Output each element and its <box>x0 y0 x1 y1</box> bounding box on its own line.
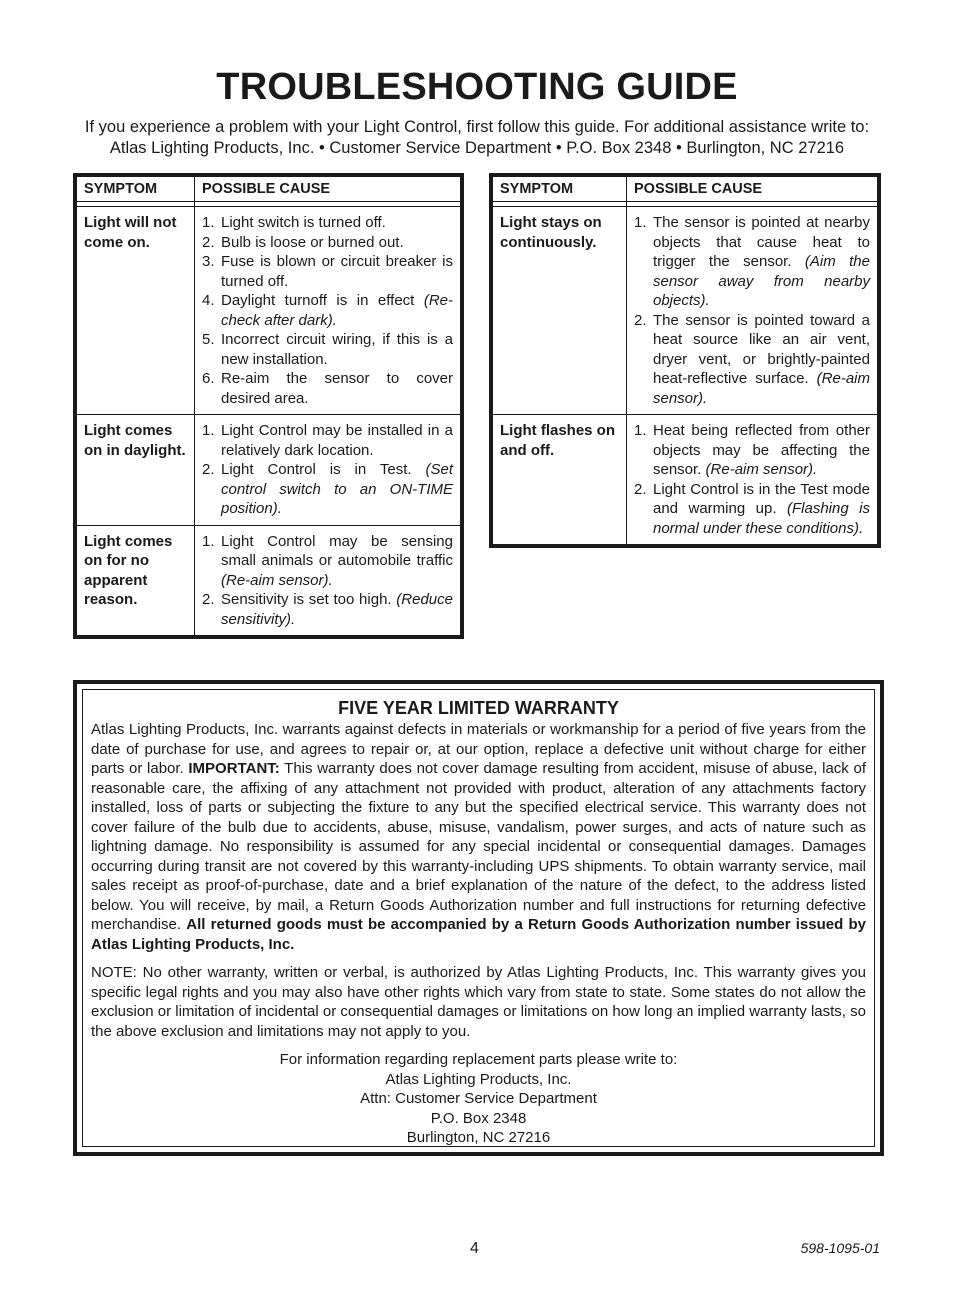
warranty-box <box>73 680 884 1156</box>
warranty-inner-frame <box>82 689 875 1147</box>
document-number: 598-1095-01 <box>800 1240 880 1256</box>
header-symptom: SYMPTOM <box>493 177 627 202</box>
intro-line-2: Atlas Lighting Products, Inc. • Customer Service Department • P.O. Box 2348 • Burlington, NC 27216 <box>109 139 845 157</box>
cause-item: 2. Light Control is in the Test mode and warming up. (Flashing is normal under these conditions). <box>634 480 870 537</box>
intro-line-1: If you experience a problem with your Light Control, first follow this guide. For additional assistance write to: <box>84 118 870 136</box>
cause-cell <box>627 415 878 545</box>
cause-item: 1. Light Control may be installed in a relatively dark location. <box>202 422 453 459</box>
symptom-cell: Light flashes on and off. <box>493 415 627 545</box>
cause-item: 4. Daylight turnoff is in effect (Re-check after dark). <box>202 292 453 329</box>
table-row <box>77 207 461 415</box>
cause-cell <box>195 207 461 415</box>
address-line: Burlington, NC 27216 <box>406 1129 551 1146</box>
cause-item: 6. Re-aim the sensor to cover desired area. <box>202 370 453 407</box>
cause-item: 1. Light switch is turned off. <box>202 214 386 231</box>
page-title: TROUBLESHOOTING GUIDE <box>216 66 738 108</box>
header-possible-cause: POSSIBLE CAUSE <box>627 177 878 202</box>
cause-item: 5. Incorrect circuit wiring, if this is a new installation. <box>202 331 453 368</box>
symptom-cell: Light comes on in daylight. <box>77 415 195 526</box>
cause-item: 2. Sensitivity is set too high. (Reduce sensitivity). <box>202 591 453 628</box>
troubleshooting-table-right <box>489 173 881 548</box>
page-number: 4 <box>470 1240 479 1257</box>
cause-item: 2. Light Control is in Test. (Set control switch to an ON-TIME position). <box>202 461 453 517</box>
symptom-cell: Light stays on continuously. <box>493 207 627 415</box>
cause-item: 2. The sensor is pointed toward a heat source like an air vent, dryer vent, or brightly-painted heat-reflective surface. (Re-aim sensor). <box>634 311 870 407</box>
cause-item: 3. Fuse is blown or circuit breaker is turned off. <box>202 253 453 290</box>
table-header-row <box>77 177 461 202</box>
cause-cell <box>195 525 461 636</box>
address-line: Attn: Customer Service Department <box>360 1090 597 1107</box>
cause-cell <box>195 415 461 526</box>
cause-item: 1. Light Control may be sensing small animals or automobile traffic (Re-aim sensor). <box>202 532 453 589</box>
table-row <box>77 415 461 526</box>
warranty-paragraph-1: Atlas Lighting Products, Inc. warrants against defects in materials or workmanship for a period of five years from the date of purchase for use, and agrees to repair or, at our option, replace a defective unit without charge for either parts or labor. IMPORTANT: This warranty does not cover damage resulting from accident, misuse of abuse, lack of reasonable care, the affixing of any attachment not provided with product, alteration of any attachments factory installed, loss of parts or subjecting the fixture to any but the specified electrical service. This warranty does not cover failure of the bulb due to accidents, abuse, misuse, vandalism, power surges, and acts of nature such as lightning damage. No responsibility is assumed for any special incidental or consequential damages. Damages occurring during transit are not covered by this warranty-including UPS shipments. To obtain warranty service, mail sales receipt as proof-of-purchase, date and a brief explanation of the nature of the defect, to the address listed below. You will receive, by mail, a Return Goods Authorization number and full instructions for returning defective merchandise. All returned goods must be accompanied by a Return Goods Authorization number issued by Atlas Lighting Products, Inc. <box>91 721 866 953</box>
symptom-cell: Light comes on for no apparent reason. <box>77 525 195 636</box>
table-row <box>77 525 461 636</box>
warranty-paragraph-2: NOTE: No other warranty, written or verbal, is authorized by Atlas Lighting Products, Inc. This warranty gives you specific legal rights and you may also have other rights which vary from state to state. Some states do not allow the exclusion or limitation of incidental or consequential damages or limitations on how long an implied warranty lasts, so the above exclusion and limitations may not apply to you. <box>91 964 866 1040</box>
table-row <box>493 207 878 415</box>
address-line: For information regarding replacement parts please write to: <box>279 1051 678 1068</box>
cause-item: 1. The sensor is pointed at nearby objects that cause heat to trigger the sensor. (Aim the sensor away from nearby objects). <box>634 214 870 309</box>
address-line: Atlas Lighting Products, Inc. <box>385 1070 572 1088</box>
header-possible-cause: POSSIBLE CAUSE <box>195 177 461 202</box>
cause-item: 2. Bulb is loose or burned out. <box>202 233 404 251</box>
cause-cell <box>627 207 878 415</box>
header-symptom: SYMPTOM <box>77 177 195 202</box>
cause-item: 1. Heat being reflected from other objects may be affecting the sensor. (Re-aim sensor). <box>634 422 870 478</box>
warranty-address <box>91 1050 866 1148</box>
symptom-cell: Light will not come on. <box>77 207 195 415</box>
address-line: P.O. Box 2348 <box>430 1109 527 1127</box>
intro-text <box>60 117 894 159</box>
table-header-row <box>493 177 878 202</box>
warranty-title: FIVE YEAR LIMITED WARRANTY <box>338 698 619 718</box>
table-row <box>493 415 878 545</box>
troubleshooting-table-left <box>73 173 464 639</box>
